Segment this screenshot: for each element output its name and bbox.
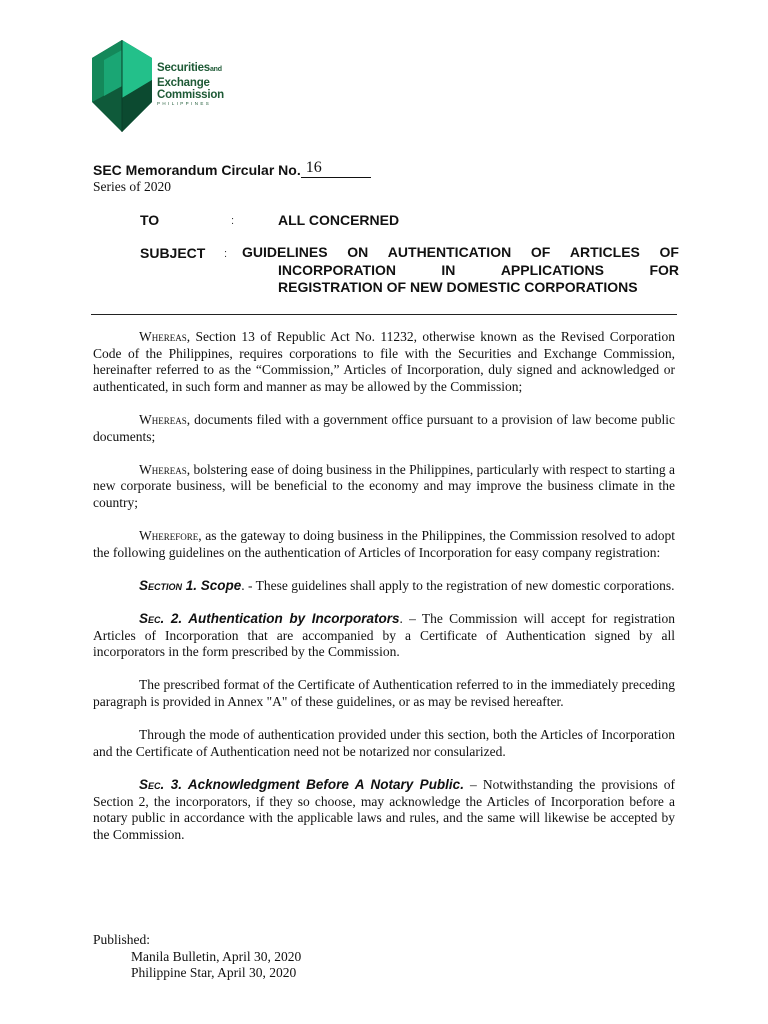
to-colon: : xyxy=(231,215,235,227)
section-2-format-paragraph: The prescribed format of the Certificate of Authentication referred to in the immediately preceding paragraph is provided in Annex "A" of these guidelines, or as may be revised hereafter. xyxy=(93,677,675,710)
subject-colon: : xyxy=(224,248,228,260)
subject-value xyxy=(242,244,679,297)
sec-logo xyxy=(90,40,250,132)
to-label: TO xyxy=(140,212,160,228)
logo-country: PHILIPPINES xyxy=(157,101,212,106)
published-label: Published: xyxy=(93,932,151,947)
circular-number: 16 xyxy=(301,159,371,178)
subject-label: SUBJECT xyxy=(140,245,206,261)
header-divider xyxy=(91,314,677,315)
section-2-authentication: Sec. 2. Authentication by Incorporators. – The Commission will accept for registration Articles of Incorporation that are accompanied by a Certificate of Authentication signed by all incorporators in the form prescribed by the Commission. xyxy=(93,611,676,660)
whereas-paragraph-3: Whereas, bolstering ease of doing business in the Philippines, particularly with respect to starting a new corporate business, will be beneficial to the economy and may improve the business climate in the country; xyxy=(93,461,675,510)
sec-emblem-icon xyxy=(90,40,154,132)
logo-wordmark: Securitiesand Exchange Commission xyxy=(157,62,225,101)
published-item: Manila Bulletin, April 30, 2020 xyxy=(131,948,302,964)
memo-body xyxy=(93,329,675,860)
published-item: Philippine Star, April 30, 2020 xyxy=(131,965,297,981)
published-block xyxy=(93,932,301,982)
whereas-paragraph-2: Whereas, documents filed with a government office pursuant to a provision of law become public documents; xyxy=(93,411,675,444)
section-1-scope: Section 1. Scope. - These guidelines shall apply to the registration of new domestic corporations. xyxy=(139,577,675,593)
circular-title: SEC Memorandum Circular No. 16 xyxy=(93,162,371,181)
subject-line-2: INCORPORATION IN APPLICATIONS FOR xyxy=(278,261,679,278)
whereas-paragraph-1: Whereas, Section 13 of Republic Act No. 11232, otherwise known as the Revised Corporation Code of the Philippines, requires corporations to file with the Securities and Exchange Commission, hereinafter referred to as the “Commission,” Articles of Incorporation, duly signed and acknowledged or authenticated, in such form and manner as may be allowed by the Commission; xyxy=(93,329,675,394)
subject-line-3: REGISTRATION OF NEW DOMESTIC CORPORATIONS xyxy=(278,279,638,295)
series-line: Series of 2020 xyxy=(93,179,171,194)
wherefore-paragraph: Wherefore, as the gateway to doing business in the Philippines, the Commission resolved to adopt the following guidelines on the authentication of Articles of Incorporation for easy company registration: xyxy=(93,528,675,560)
subject-line-1: GUIDELINES ON AUTHENTICATION OF ARTICLES OF xyxy=(242,244,679,260)
to-value: ALL CONCERNED xyxy=(278,212,400,228)
section-2-mode-paragraph: Through the mode of authentication provided under this section, both the Articles of Incorporation and the Certificate of Authentication need not be notarized nor consularized. xyxy=(93,727,675,759)
section-3-notary: Sec. 3. Acknowledgment Before A Notary Public. – Notwithstanding the provisions of Section 2, the incorporators, if they so choose, may acknowledge the Articles of Incorporation before a notary public in accordance with the applicable laws and rules, and the same will likewise be accepted by the Commission. xyxy=(93,777,675,842)
